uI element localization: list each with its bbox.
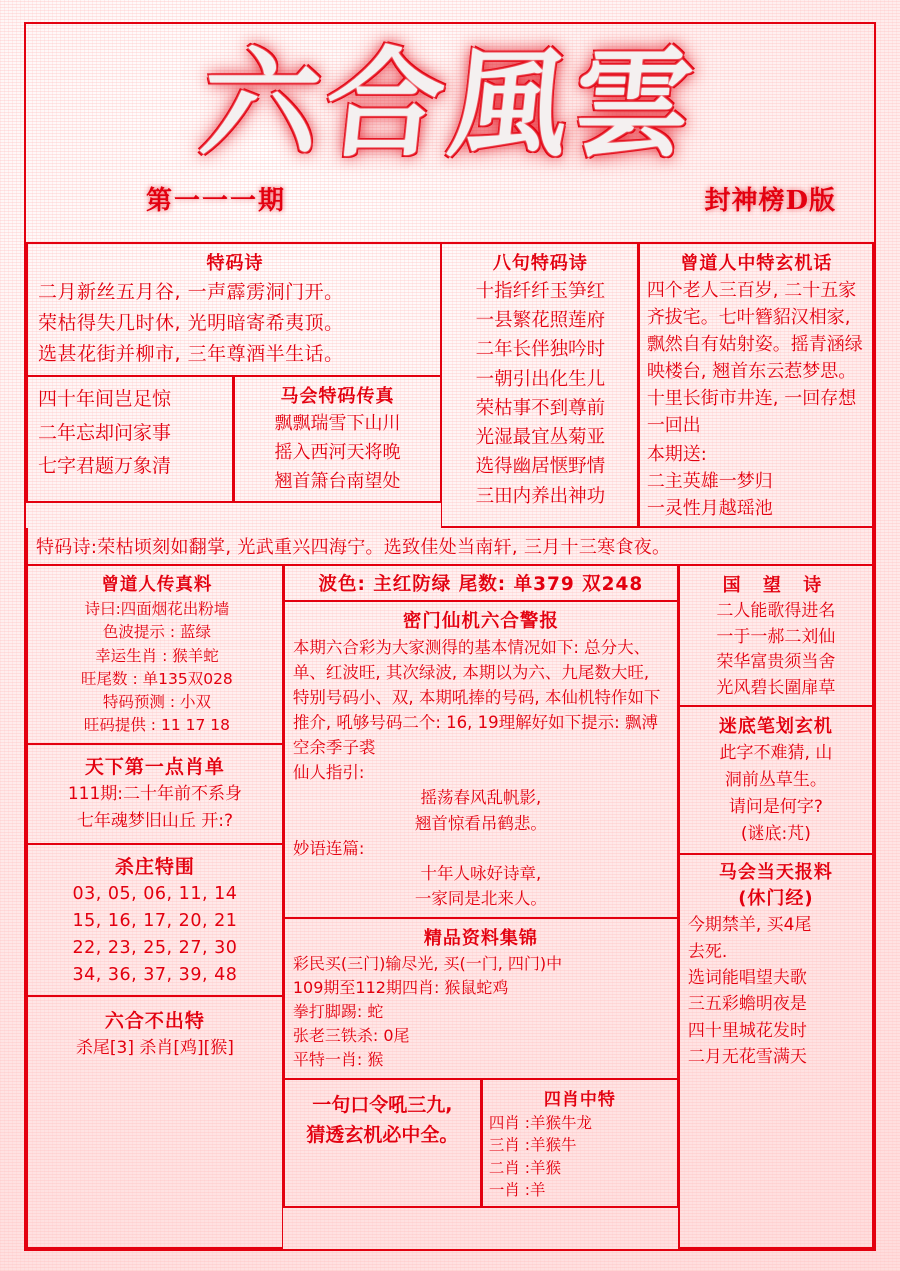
- sixiao-row: 四肖 :羊猴牛龙: [488, 1113, 593, 1132]
- jingbao-paragraph: 本期六合彩为大家测得的基本情况如下: 总分大、单、红波旺, 其次绿波, 本期以为六、九尾数大旺, 特别号码小、双, 本期吼捧的号码, 本仙机特作如下推介, 吼够号码二个: 16, 19理解好如下提示: 飘溥空余季子裘: [292, 638, 661, 758]
- left-verse-box: [26, 377, 233, 502]
- jipin-line: 张老三铁杀: 0尾: [292, 1025, 410, 1045]
- lower-right-column: [678, 566, 874, 1249]
- fax-row: 诗曰:四面烟花出粉墙: [84, 600, 230, 618]
- issue-number: 第一一一期: [146, 185, 287, 216]
- riddle-title: 迷底笔划玄机: [718, 716, 833, 737]
- guowang-line: 二人能歌得进名: [716, 601, 836, 621]
- buchute-box: [26, 997, 283, 1249]
- riddle-line: 请问是何字?: [728, 796, 823, 817]
- guowang-line: 光风碧长圍扉草: [716, 677, 836, 698]
- masthead-subline: [26, 178, 874, 217]
- eight-line-poem-line: 一朝引出化生儿: [475, 368, 606, 390]
- jingbao-extra-label: 妙语连篇:: [292, 838, 365, 858]
- shazhuang-row: 22, 23, 25, 27, 30: [72, 938, 238, 959]
- riddle-line: 洞前丛草生。: [724, 769, 827, 790]
- mahui-today-line: 今期禁羊, 买4尾: [687, 915, 812, 936]
- guowang-poem-box: [678, 566, 874, 707]
- mahui-today-line: 二月无花雪满天: [687, 1046, 807, 1067]
- lower-left-column: [26, 566, 283, 1249]
- tema-poem-box: [26, 242, 441, 377]
- sixiao-box: [481, 1080, 678, 1208]
- shazhuang-row: 34, 36, 37, 39, 48: [72, 965, 238, 986]
- left-verse-line: 七字君题万象清: [38, 454, 172, 477]
- eight-line-poem-line: 选得幽居惬野情: [475, 456, 606, 478]
- jingbao-guide-line: 摇荡春风乱帆影,: [420, 788, 542, 808]
- fax-row: 色波提示 : 蓝绿: [102, 623, 211, 642]
- slogan-line: 一句口令吼三九,: [312, 1093, 453, 1116]
- jipin-line: 平特一肖: 猴: [292, 1049, 384, 1069]
- first-xiao-line: 七年魂梦旧山丘 开:?: [76, 810, 233, 831]
- sixiao-row: 一肖 :羊: [488, 1181, 546, 1200]
- zengdao-fax-title: 曾道人传真料: [101, 575, 213, 595]
- mahui-today-subtitle: (休门经): [738, 887, 814, 909]
- tema-poem-line: 二月新丝五月谷, 一声霹雳洞门开。: [38, 281, 344, 303]
- zengdao-send-line: 一灵性月越瑶池: [646, 498, 773, 519]
- zengdao-body: 四个老人三百岁, 二十五家齐拔宅。七叶簪貂汉相家, 飘然自有姑射姿。摇青涵绿映楼台, 翘首东云惹梦思。十里长街市井连, 一回存想一回出: [646, 280, 863, 436]
- guowang-line: 一于一郝二刘仙: [716, 626, 836, 647]
- lower-middle-column: [283, 566, 678, 1249]
- left-verse-line: 四十年间岂足惊: [38, 388, 172, 411]
- eight-line-poem-box: [441, 242, 638, 528]
- jipin-box: [283, 919, 678, 1080]
- edition-name: 封神榜D版: [704, 185, 836, 216]
- tema-poem-title: 特码诗: [206, 253, 264, 274]
- shazhuang-title: 杀庄特围: [114, 855, 195, 878]
- jingbao-box: [283, 602, 678, 919]
- sixiao-row: 三肖 :羊猴牛: [488, 1136, 577, 1155]
- mahui-today-line: 选词能唱望夫歌: [687, 967, 807, 988]
- jingbao-extra-line: 十年人咏好诗章,: [420, 863, 542, 883]
- mahui-fax-line: 摇入西河天将晚: [274, 442, 401, 464]
- tema-poem-line: 荣枯得失几时休, 光明暗寄希夷顶。: [38, 311, 344, 334]
- slogan-line: 猜透玄机必中全。: [306, 1124, 459, 1147]
- riddle-box: [678, 707, 874, 855]
- tema-poem-line: 选甚花街并柳市, 三年尊酒半生话。: [38, 342, 344, 365]
- guowang-line: 荣华富贵须当舍: [716, 652, 836, 672]
- eight-line-poem-line: 三田内养出神功: [475, 485, 606, 507]
- page-frame: [24, 22, 876, 1251]
- top-left-lower: [26, 377, 441, 502]
- eight-line-poem-line: 光湿最宜丛菊亚: [475, 427, 606, 449]
- mahui-today-title: 马会当天报料: [718, 862, 833, 884]
- lower-section: [26, 566, 874, 1249]
- mahui-fax-line: 飘飘瑞雪下山川: [274, 413, 401, 435]
- eight-line-poem-line: 荣枯事不到尊前: [475, 397, 606, 419]
- eight-line-poem-line: 二年长伴独吟时: [475, 339, 606, 361]
- jipin-title: 精品资料集锦: [423, 927, 538, 949]
- eight-line-poem-line: 一县繁花照莲府: [475, 310, 606, 332]
- publication-title: 六合風雲: [194, 34, 706, 173]
- jingbao-guide-line: 翘首惊看吊鹤悲。: [414, 813, 547, 833]
- tema-poem-strip: 特码诗:荣枯顷刻如翻掌, 光武重兴四海宁。选致佳处当南轩, 三月十三寒食夜。: [26, 528, 874, 566]
- mahui-fax-title: 马会特码传真: [280, 386, 395, 408]
- buchute-line: 杀尾[3] 杀肖[鸡][猴]: [75, 1038, 234, 1059]
- zengdao-send-line: 二主英雄一梦归: [646, 471, 773, 492]
- shazhuang-row: 15, 16, 17, 20, 21: [72, 911, 238, 931]
- top-right-column: [638, 242, 874, 528]
- jipin-line: 拳打脚踢: 蛇: [292, 1001, 384, 1021]
- zengdao-fax-data-box: [26, 566, 283, 745]
- left-verse-line: 二年忘却问家事: [38, 421, 172, 444]
- first-xiao-line: 111期:二十年前不系身: [67, 783, 243, 804]
- shazhuang-box: [26, 845, 283, 998]
- jingbao-extra-line: 一家同是北来人。: [414, 888, 547, 908]
- mahui-today-line: 去死.: [687, 941, 728, 962]
- mahui-today-line: 三五彩蟾明夜是: [687, 994, 807, 1015]
- fax-row: 幸运生肖 : 猴羊蛇: [95, 646, 219, 665]
- fax-row: 特码预测 : 小双: [102, 693, 211, 711]
- sixiao-title: 四肖中特: [543, 1089, 616, 1110]
- eight-line-poem-title: 八句特码诗: [492, 253, 588, 274]
- mahui-fax-box: [233, 377, 441, 502]
- jipin-line: 彩民买(三门)输尽光, 买(一门, 四门)中: [292, 953, 563, 973]
- top-middle-column: [441, 242, 638, 528]
- zengdao-title: 曾道人中特玄机话: [680, 253, 833, 274]
- fax-row: 旺码提供 : 11 17 18: [83, 716, 230, 735]
- first-xiao-box: [26, 745, 283, 845]
- mahui-today-line: 四十里城花发时: [687, 1020, 807, 1041]
- buchute-title: 六合不出特: [104, 1010, 205, 1033]
- sixiao-row: 二肖 :羊猴: [488, 1158, 562, 1177]
- jingbao-guide-label: 仙人指引:: [292, 763, 365, 783]
- jingbao-title: 密门仙机六合警报: [402, 611, 559, 632]
- shazhuang-row: 03, 05, 06, 11, 14: [72, 883, 238, 904]
- guowang-title: 国 望 诗: [722, 575, 830, 596]
- mahui-today-box: [678, 855, 874, 1249]
- riddle-answer: (谜底:芃): [740, 823, 811, 844]
- mahui-fax-line: 翘首箫台南望处: [274, 470, 401, 492]
- eight-line-poem-line: 十指纤纤玉笋红: [475, 281, 606, 302]
- bose-box: 波色: 主红防绿 尾数: 单379 双248: [283, 566, 678, 602]
- masthead: [26, 24, 874, 242]
- riddle-line: 此字不难猜, 山: [719, 743, 833, 763]
- fax-row: 旺尾数 : 单135双028: [81, 669, 233, 688]
- slogan-box: [283, 1080, 481, 1208]
- jipin-line: 109期至112期四肖: 猴鼠蛇鸡: [292, 977, 509, 997]
- first-xiao-title: 天下第一点肖单: [84, 755, 225, 778]
- zengdao-box: [638, 242, 874, 528]
- zengdao-send-label: 本期送:: [646, 444, 707, 465]
- top-left-column: [26, 242, 441, 528]
- top-section: [26, 242, 874, 528]
